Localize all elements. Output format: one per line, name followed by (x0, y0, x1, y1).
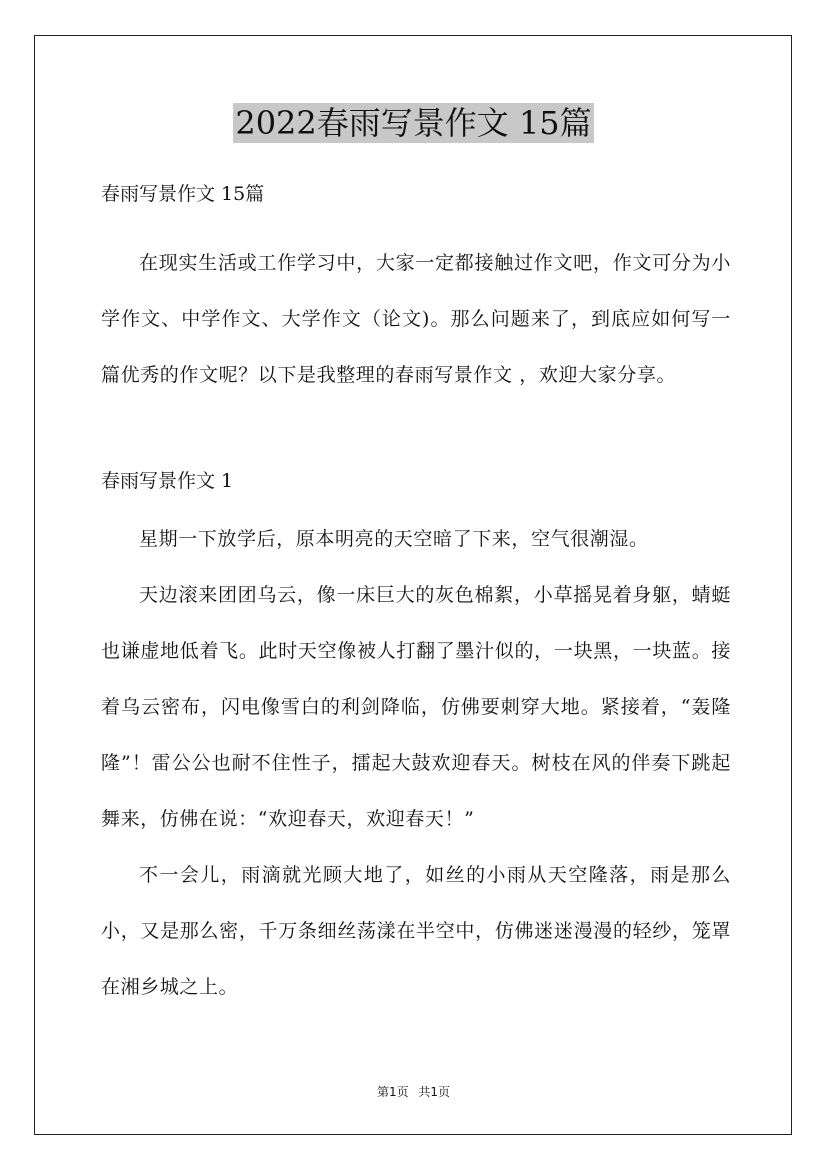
title-container (0, 103, 827, 143)
body-paragraph: 天边滚来团团乌云，像一床巨大的灰色棉絮，小草摇晃着身躯，蜻蜓也谦虚地低着飞。此时天空像被人打翻了墨汁似的，一块黑，一块蓝。接着乌云密布，闪电像雪白的利剑降临，仿佛要刺穿大地。紧接着，“轰隆隆”！雷公公也耐不住性子，擂起大鼓欢迎春天。树枝在风的伴奏下跳起舞来，仿佛在说：“欢迎春天，欢迎春天！” (101, 584, 731, 830)
page-footer (0, 1083, 827, 1100)
body-paragraph: 不一会儿，雨滴就光顾大地了，如丝的小雨从天空隆落，雨是那么小，又是那么密，千万条细丝荡漾在半空中，仿佛迷迷漫漫的轻纱，笼罩在湘乡城之上。 (101, 864, 731, 998)
page-number-total: 共1页 (418, 1085, 451, 1099)
document-title: 2022春雨写景作文 15篇 (235, 104, 592, 142)
document-body (101, 175, 731, 1015)
document-subtitle: 春雨写景作文 15篇 (101, 183, 265, 205)
body-paragraph: 星期一下放学后，原本明亮的天空暗了下来，空气很潮湿。 (139, 528, 649, 550)
page-number-current: 第1页 (376, 1085, 409, 1099)
intro-paragraph: 在现实生活或工作学习中，大家一定都接触过作文吧，作文可分为小学作文、中学作文、大学作文（论文)。那么问题来了，到底应如何写一篇优秀的作文呢？以下是我整理的春雨写景作文 ，欢迎大家分享。 (101, 252, 731, 386)
section-heading: 春雨写景作文 1 (101, 470, 234, 492)
